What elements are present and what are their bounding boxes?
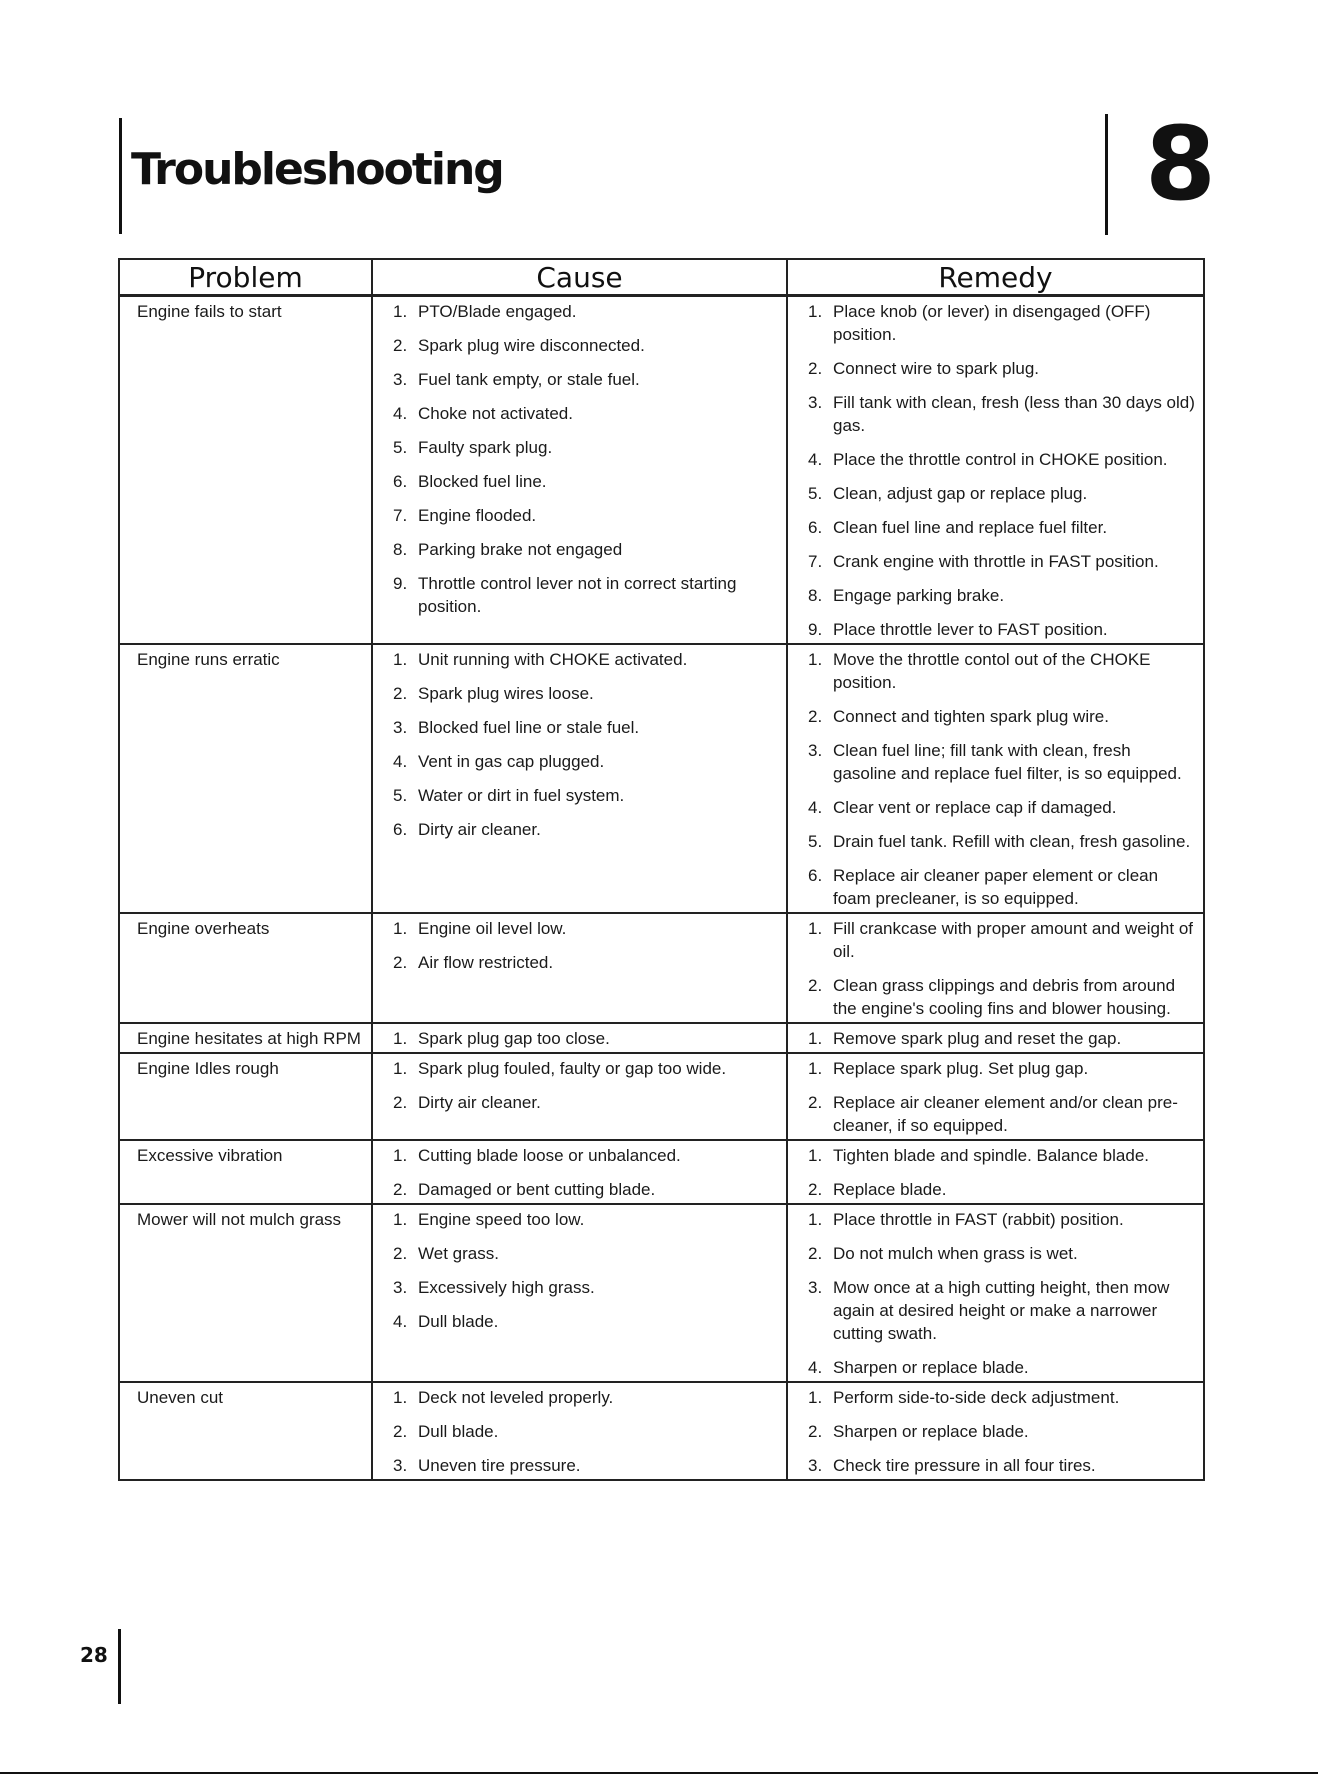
header-cause: Cause bbox=[372, 259, 787, 296]
remedy-number: 2. bbox=[808, 707, 823, 726]
cause-number: 2. bbox=[393, 1244, 408, 1263]
cause-text: Uneven tire pressure. bbox=[418, 1456, 581, 1475]
remedy-text: Mow once at a high cutting height, then mow again at desired height or make a narrower cutting swath. bbox=[833, 1278, 1170, 1343]
cause-item bbox=[393, 1027, 780, 1050]
cause-item bbox=[393, 784, 780, 807]
cause-number: 3. bbox=[393, 1278, 408, 1297]
remedy-item bbox=[808, 1144, 1197, 1167]
cause-number: 1. bbox=[393, 1388, 408, 1407]
remedy-number: 3. bbox=[808, 1278, 823, 1297]
cause-item bbox=[393, 300, 780, 323]
cause-item bbox=[393, 917, 780, 940]
cause-number: 2. bbox=[393, 953, 408, 972]
remedy-text: Place the throttle control in CHOKE position. bbox=[833, 450, 1168, 469]
remedy-item bbox=[808, 648, 1197, 694]
cause-text: Engine flooded. bbox=[418, 506, 537, 525]
remedy-number: 2. bbox=[808, 1180, 823, 1199]
table-row bbox=[119, 1053, 1204, 1140]
cause-number: 1. bbox=[393, 1029, 408, 1048]
cause-item bbox=[393, 682, 780, 705]
remedy-item bbox=[808, 739, 1197, 785]
remedy-text: Sharpen or replace blade. bbox=[833, 1422, 1029, 1441]
cause-cell bbox=[372, 644, 787, 913]
page-title: Troubleshooting bbox=[131, 144, 503, 195]
remedy-number: 2. bbox=[808, 359, 823, 378]
cause-number: 5. bbox=[393, 786, 408, 805]
cause-text: Engine oil level low. bbox=[418, 919, 567, 938]
cause-text: Spark plug wire disconnected. bbox=[418, 336, 645, 355]
remedy-item bbox=[808, 300, 1197, 346]
cause-item bbox=[393, 402, 780, 425]
cause-text: Air flow restricted. bbox=[418, 953, 554, 972]
cause-item bbox=[393, 504, 780, 527]
cause-number: 8. bbox=[393, 540, 408, 559]
cause-item bbox=[393, 1144, 780, 1167]
remedy-number: 2. bbox=[808, 1422, 823, 1441]
cause-cell bbox=[372, 1204, 787, 1382]
cause-text: PTO/Blade engaged. bbox=[418, 302, 577, 321]
remedy-cell bbox=[787, 1053, 1204, 1140]
remedy-cell bbox=[787, 1204, 1204, 1382]
remedy-item bbox=[808, 796, 1197, 819]
remedy-text: Fill crankcase with proper amount and weight of oil. bbox=[833, 919, 1194, 961]
cause-item bbox=[393, 538, 780, 561]
remedy-item bbox=[808, 448, 1197, 471]
cause-number: 6. bbox=[393, 472, 408, 491]
remedy-cell bbox=[787, 1023, 1204, 1053]
remedy-text: Replace air cleaner paper element or clean foam precleaner, is so equipped. bbox=[833, 866, 1159, 908]
problem-cell: Engine Idles rough bbox=[119, 1053, 372, 1140]
remedy-number: 3. bbox=[808, 1456, 823, 1475]
remedy-item bbox=[808, 1420, 1197, 1443]
remedy-text: Move the throttle contol out of the CHOKE position. bbox=[833, 650, 1151, 692]
cause-cell bbox=[372, 296, 787, 645]
remedy-item bbox=[808, 1091, 1197, 1137]
remedy-cell bbox=[787, 1382, 1204, 1480]
cause-item bbox=[393, 1057, 780, 1080]
footer-rule bbox=[118, 1629, 121, 1704]
cause-cell bbox=[372, 1382, 787, 1480]
cause-text: Dirty air cleaner. bbox=[418, 820, 541, 839]
header-problem: Problem bbox=[119, 259, 372, 296]
problem-cell: Engine hesitates at high RPM bbox=[119, 1023, 372, 1053]
remedy-text: Clear vent or replace cap if damaged. bbox=[833, 798, 1117, 817]
remedy-text: Connect wire to spark plug. bbox=[833, 359, 1039, 378]
remedy-item bbox=[808, 1276, 1197, 1345]
cause-number: 1. bbox=[393, 302, 408, 321]
cause-number: 3. bbox=[393, 370, 408, 389]
remedy-text: Clean grass clippings and debris from around the engine's cooling fins and blower housing. bbox=[833, 976, 1176, 1018]
remedy-cell bbox=[787, 296, 1204, 645]
remedy-text: Tighten blade and spindle. Balance blade. bbox=[833, 1146, 1149, 1165]
cause-item bbox=[393, 436, 780, 459]
remedy-number: 8. bbox=[808, 586, 823, 605]
cause-item bbox=[393, 1091, 780, 1114]
cause-number: 1. bbox=[393, 1146, 408, 1165]
cause-item bbox=[393, 1208, 780, 1231]
cause-text: Parking brake not engaged bbox=[418, 540, 623, 559]
remedy-item bbox=[808, 482, 1197, 505]
cause-text: Dirty air cleaner. bbox=[418, 1093, 541, 1112]
cause-text: Blocked fuel line or stale fuel. bbox=[418, 718, 640, 737]
page-number: 28 bbox=[80, 1643, 108, 1667]
remedy-item bbox=[808, 974, 1197, 1020]
remedy-number: 4. bbox=[808, 450, 823, 469]
cause-text: Faulty spark plug. bbox=[418, 438, 553, 457]
troubleshooting-table bbox=[118, 258, 1205, 1481]
remedy-cell bbox=[787, 644, 1204, 913]
problem-cell: Mower will not mulch grass bbox=[119, 1204, 372, 1382]
cause-number: 4. bbox=[393, 1312, 408, 1331]
remedy-text: Crank engine with throttle in FAST position. bbox=[833, 552, 1159, 571]
remedy-text: Fill tank with clean, fresh (less than 30 days old) gas. bbox=[833, 393, 1195, 435]
cause-text: Cutting blade loose or unbalanced. bbox=[418, 1146, 681, 1165]
remedy-number: 2. bbox=[808, 1244, 823, 1263]
remedy-item bbox=[808, 1356, 1197, 1379]
cause-text: Throttle control lever not in correct starting position. bbox=[418, 574, 737, 616]
cause-number: 2. bbox=[393, 1180, 408, 1199]
remedy-item bbox=[808, 584, 1197, 607]
remedy-text: Check tire pressure in all four tires. bbox=[833, 1456, 1096, 1475]
cause-number: 2. bbox=[393, 684, 408, 703]
remedy-number: 2. bbox=[808, 976, 823, 995]
cause-number: 9. bbox=[393, 574, 408, 593]
cause-item bbox=[393, 470, 780, 493]
remedy-text: Do not mulch when grass is wet. bbox=[833, 1244, 1078, 1263]
cause-number: 5. bbox=[393, 438, 408, 457]
table-row bbox=[119, 1140, 1204, 1204]
remedy-cell bbox=[787, 913, 1204, 1023]
remedy-item bbox=[808, 357, 1197, 380]
cause-text: Excessively high grass. bbox=[418, 1278, 595, 1297]
table-body bbox=[119, 296, 1204, 1481]
cause-item bbox=[393, 1420, 780, 1443]
remedy-number: 1. bbox=[808, 302, 823, 321]
header-rule-right bbox=[1105, 114, 1108, 235]
cause-cell bbox=[372, 1023, 787, 1053]
remedy-number: 3. bbox=[808, 741, 823, 760]
remedy-number: 4. bbox=[808, 798, 823, 817]
cause-number: 1. bbox=[393, 1059, 408, 1078]
remedy-text: Clean fuel line; fill tank with clean, fresh gasoline and replace fuel filter, is so equipped. bbox=[833, 741, 1182, 783]
remedy-number: 1. bbox=[808, 1210, 823, 1229]
remedy-text: Remove spark plug and reset the gap. bbox=[833, 1029, 1122, 1048]
header-remedy: Remedy bbox=[787, 259, 1204, 296]
cause-text: Water or dirt in fuel system. bbox=[418, 786, 625, 805]
remedy-item bbox=[808, 1057, 1197, 1080]
remedy-text: Clean, adjust gap or replace plug. bbox=[833, 484, 1088, 503]
cause-number: 3. bbox=[393, 718, 408, 737]
table-row bbox=[119, 1204, 1204, 1382]
cause-number: 1. bbox=[393, 1210, 408, 1229]
remedy-item bbox=[808, 1178, 1197, 1201]
cause-number: 2. bbox=[393, 1093, 408, 1112]
cause-text: Choke not activated. bbox=[418, 404, 573, 423]
remedy-item bbox=[808, 917, 1197, 963]
remedy-text: Engage parking brake. bbox=[833, 586, 1005, 605]
cause-number: 7. bbox=[393, 506, 408, 525]
cause-item bbox=[393, 1276, 780, 1299]
cause-item bbox=[393, 334, 780, 357]
cause-number: 2. bbox=[393, 1422, 408, 1441]
cause-cell bbox=[372, 1140, 787, 1204]
remedy-text: Sharpen or replace blade. bbox=[833, 1358, 1029, 1377]
remedy-item bbox=[808, 391, 1197, 437]
cause-number: 2. bbox=[393, 336, 408, 355]
remedy-item bbox=[808, 1027, 1197, 1050]
cause-text: Spark plug gap too close. bbox=[418, 1029, 610, 1048]
cause-text: Fuel tank empty, or stale fuel. bbox=[418, 370, 640, 389]
cause-item bbox=[393, 1178, 780, 1201]
remedy-text: Place throttle lever to FAST position. bbox=[833, 620, 1108, 639]
table-row bbox=[119, 644, 1204, 913]
table-row bbox=[119, 913, 1204, 1023]
cause-number: 3. bbox=[393, 1456, 408, 1475]
remedy-item bbox=[808, 864, 1197, 910]
cause-item bbox=[393, 572, 780, 618]
table-header-row bbox=[119, 259, 1204, 296]
cause-text: Damaged or bent cutting blade. bbox=[418, 1180, 656, 1199]
table-row bbox=[119, 1023, 1204, 1053]
chapter-number: 8 bbox=[1145, 105, 1216, 224]
remedy-number: 9. bbox=[808, 620, 823, 639]
remedy-text: Replace blade. bbox=[833, 1180, 947, 1199]
cause-text: Deck not leveled properly. bbox=[418, 1388, 614, 1407]
remedy-number: 1. bbox=[808, 650, 823, 669]
remedy-text: Clean fuel line and replace fuel filter. bbox=[833, 518, 1108, 537]
remedy-number: 1. bbox=[808, 919, 823, 938]
cause-item bbox=[393, 716, 780, 739]
remedy-cell bbox=[787, 1140, 1204, 1204]
cause-text: Wet grass. bbox=[418, 1244, 499, 1263]
remedy-text: Place throttle in FAST (rabbit) position. bbox=[833, 1210, 1124, 1229]
remedy-item bbox=[808, 1386, 1197, 1409]
remedy-number: 1. bbox=[808, 1146, 823, 1165]
remedy-text: Perform side-to-side deck adjustment. bbox=[833, 1388, 1120, 1407]
cause-item bbox=[393, 648, 780, 671]
table-row bbox=[119, 1382, 1204, 1480]
cause-number: 4. bbox=[393, 404, 408, 423]
cause-item bbox=[393, 818, 780, 841]
cause-text: Blocked fuel line. bbox=[418, 472, 547, 491]
cause-number: 6. bbox=[393, 820, 408, 839]
remedy-text: Connect and tighten spark plug wire. bbox=[833, 707, 1109, 726]
header-rule-left bbox=[119, 118, 122, 234]
cause-number: 1. bbox=[393, 650, 408, 669]
cause-item bbox=[393, 1310, 780, 1333]
remedy-item bbox=[808, 830, 1197, 853]
cause-number: 1. bbox=[393, 919, 408, 938]
remedy-number: 7. bbox=[808, 552, 823, 571]
remedy-text: Place knob (or lever) in disengaged (OFF) position. bbox=[833, 302, 1151, 344]
problem-cell: Uneven cut bbox=[119, 1382, 372, 1480]
problem-cell: Engine runs erratic bbox=[119, 644, 372, 913]
cause-text: Dull blade. bbox=[418, 1422, 499, 1441]
remedy-number: 5. bbox=[808, 832, 823, 851]
remedy-text: Replace spark plug. Set plug gap. bbox=[833, 1059, 1089, 1078]
remedy-item bbox=[808, 705, 1197, 728]
remedy-number: 5. bbox=[808, 484, 823, 503]
remedy-number: 2. bbox=[808, 1093, 823, 1112]
problem-cell: Engine overheats bbox=[119, 913, 372, 1023]
cause-item bbox=[393, 750, 780, 773]
table-row bbox=[119, 296, 1204, 645]
cause-item bbox=[393, 1242, 780, 1265]
remedy-text: Replace air cleaner element and/or clean pre-cleaner, if so equipped. bbox=[833, 1093, 1178, 1135]
cause-item bbox=[393, 1386, 780, 1409]
remedy-number: 6. bbox=[808, 866, 823, 885]
remedy-number: 3. bbox=[808, 393, 823, 412]
cause-number: 4. bbox=[393, 752, 408, 771]
cause-text: Vent in gas cap plugged. bbox=[418, 752, 605, 771]
cause-text: Spark plug fouled, faulty or gap too wide. bbox=[418, 1059, 727, 1078]
remedy-number: 1. bbox=[808, 1029, 823, 1048]
remedy-number: 1. bbox=[808, 1059, 823, 1078]
bottom-edge-line bbox=[0, 1772, 1318, 1774]
remedy-number: 6. bbox=[808, 518, 823, 537]
cause-item bbox=[393, 368, 780, 391]
problem-cell: Excessive vibration bbox=[119, 1140, 372, 1204]
cause-text: Dull blade. bbox=[418, 1312, 499, 1331]
cause-text: Spark plug wires loose. bbox=[418, 684, 594, 703]
cause-text: Engine speed too low. bbox=[418, 1210, 585, 1229]
cause-cell bbox=[372, 1053, 787, 1140]
remedy-text: Drain fuel tank. Refill with clean, fresh gasoline. bbox=[833, 832, 1191, 851]
remedy-item bbox=[808, 618, 1197, 641]
cause-item bbox=[393, 1454, 780, 1477]
remedy-item bbox=[808, 1208, 1197, 1231]
remedy-number: 4. bbox=[808, 1358, 823, 1377]
problem-cell: Engine fails to start bbox=[119, 296, 372, 645]
remedy-item bbox=[808, 1454, 1197, 1477]
remedy-item bbox=[808, 1242, 1197, 1265]
cause-item bbox=[393, 951, 780, 974]
remedy-number: 1. bbox=[808, 1388, 823, 1407]
remedy-item bbox=[808, 550, 1197, 573]
cause-text: Unit running with CHOKE activated. bbox=[418, 650, 688, 669]
remedy-item bbox=[808, 516, 1197, 539]
cause-cell bbox=[372, 913, 787, 1023]
